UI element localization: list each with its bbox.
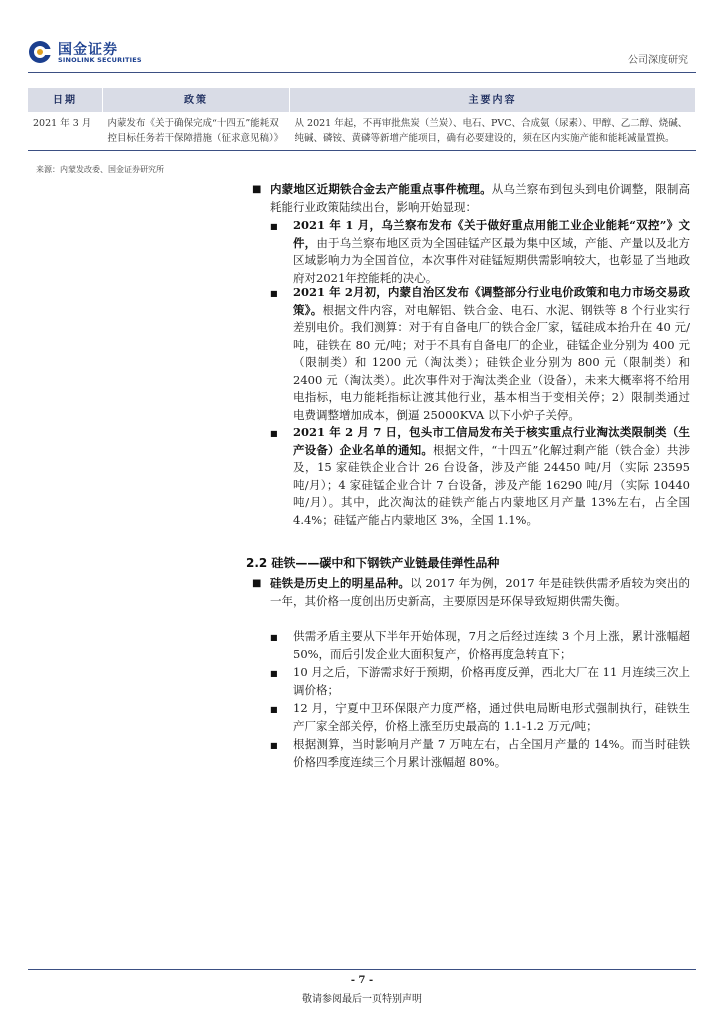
event-paragraph xyxy=(293,217,690,287)
event-text: 根据文件，“十四五”化解过剩产能（铁合金）共涉及，15 家硅铁企业合计 26 台设备，涉及产能 24450 吨/月（实际 23595 吨/月）；4 家硅锰企业合计 7 台设备，涉及产能 16290 吨/月（实际 10440 吨/月）。其中，此次淘汰的硅铁产能占内蒙地区月产量 13%左右，占全国 4.4%；硅锰产能占内蒙地区 3%，全国 1.1%。 xyxy=(293,442,690,527)
table-header-row xyxy=(28,88,696,112)
section-intro-bold: 内蒙地区近期铁合金去产能重点事件梳理。 xyxy=(270,182,492,196)
footer-divider xyxy=(28,969,696,970)
event-bold: 2021 年 2 月 7 日，包头市工信局发布关于核实重点行业淘汰类限制类（生产设备）企业名单的通知。 xyxy=(293,425,690,457)
sub-bullet-icon: ■ xyxy=(270,741,278,750)
event-text: 由于乌兰察布地区贡为全国硅锰产区最为集中区域，产能、产量以及北方区域影响力为全国首位，本次事件对硅锰短期供需影响较大，也彰显了当地政府对2021年控能耗的决心。 xyxy=(293,235,691,285)
column-header-policy: 政策 xyxy=(103,88,290,112)
bullet-square-icon: ■ xyxy=(252,184,262,195)
point-item: 10 月之后，下游需求好于预期，价格再度反弹，西北大厂在 11 月连续三次上调价格； xyxy=(293,665,690,697)
section-intro-text: 从乌兰察布到包头到电价调整，限制高耗能行业政策陆续出台，影响开始显现： xyxy=(270,182,691,214)
page-header xyxy=(28,38,696,68)
table-row xyxy=(28,112,696,151)
event-text: 根据文件内容，对电解铝、铁合金、电石、水泥、钢铁等 8 个行业实行差别电价。我们测算：对于有自备电厂的铁合金厂家，锰硅成本抬升在 40 元/吨，硅铁在 80 元/吨；对于不具有自备电厂的企业，硅锰企业分别为 400 元（限制类）和 1200 元（淘汰类）；硅铁企业分别为 800 元（限制类）和 2400 元（淘汰类）。此次事件对于淘汰类企业（设备），未来大概率将不给用电指标，电力能耗指标让渡其他行业，基本相当于变相关停；2）限制类通过电费调整增加成本，倒逼 25000KVA 以下小炉子关停。 xyxy=(293,302,691,422)
sub-bullet-icon: ■ xyxy=(270,633,278,642)
section-22-intro-text: 以 2017 年为例，2017 年是硅铁供需矛盾较为突出的一年，其价格一度创出历史新高，主要原因是环保导致短期供需失衡。 xyxy=(270,576,690,608)
cell-policy: 内蒙发布《关于确保完成“十四五”能耗双控目标任务若干保障措施（征求意见稿）》 xyxy=(103,112,290,151)
section-22-intro-bold: 硅铁是历史上的明星品种。 xyxy=(270,576,411,590)
sub-bullet-icon: ■ xyxy=(270,669,278,678)
cell-date: 2021 年 3 月 xyxy=(28,112,103,151)
column-header-content: 主要内容 xyxy=(290,88,696,112)
logo-text-cn: 国金证券 xyxy=(58,42,118,58)
logo-text-en: SINOLINK SECURITIES xyxy=(58,56,142,64)
report-type: 公司深度研究 xyxy=(628,55,688,66)
point-item: 根据测算，当时影响月产量 7 万吨左右，占全国月产量的 14%。而当时硅铁价格四季度连续三个月累计涨幅超 80%。 xyxy=(293,737,690,769)
event-paragraph xyxy=(293,424,690,529)
cell-content: 从 2021 年起，不再审批焦炭（兰炭）、电石、PVC、合成氨（尿素）、甲醇、乙二醇、烧碱、纯碱、磷铵、黄磷等新增产能项目，确有必要建设的，须在区内实施产能和能耗减量置换。 xyxy=(290,112,696,151)
sub-bullet-icon: ■ xyxy=(270,289,278,298)
event-bold: 2021 年 2月初，内蒙自治区发布《调整部分行业电价政策和电力市场交易政策》。 xyxy=(293,285,690,317)
disclaimer-note: 敬请参阅最后一页特别声明 xyxy=(302,994,422,1005)
logo-icon xyxy=(28,40,52,64)
section-heading: 2.2 硅铁——碳中和下钢铁产业链最佳弹性品种 xyxy=(246,556,500,570)
page-number: - 7 - xyxy=(350,975,374,986)
header-divider xyxy=(28,72,696,73)
section-22-intro xyxy=(270,575,690,610)
point-item: 供需矛盾主要从下半年开始体现，7月之后经过连续 3 个月上涨，累计涨幅超 50%，而后引发企业大面积复产，价格再度急转直下； xyxy=(293,629,690,661)
event-paragraph xyxy=(293,284,690,424)
sub-bullet-icon: ■ xyxy=(270,222,278,231)
table-source-note: 来源：内蒙发改委、国金证券研究所 xyxy=(36,165,164,174)
bullet-square-icon: ■ xyxy=(252,578,262,589)
column-header-date: 日期 xyxy=(28,88,103,112)
event-bold: 2021 年 1 月，乌兰察布发布《关于做好重点用能工业企业能耗“双控”》文件， xyxy=(293,218,690,250)
section-intro-paragraph xyxy=(270,181,690,216)
policy-table xyxy=(28,88,696,151)
sub-bullet-icon: ■ xyxy=(270,705,278,714)
sub-bullet-icon: ■ xyxy=(270,429,278,438)
point-item: 12 月，宁夏中卫环保限产力度严格，通过供电局断电形式强制执行，硅铁生产厂家全部关停，价格上涨至历史最高的 1.1-1.2 万元/吨； xyxy=(293,701,690,733)
